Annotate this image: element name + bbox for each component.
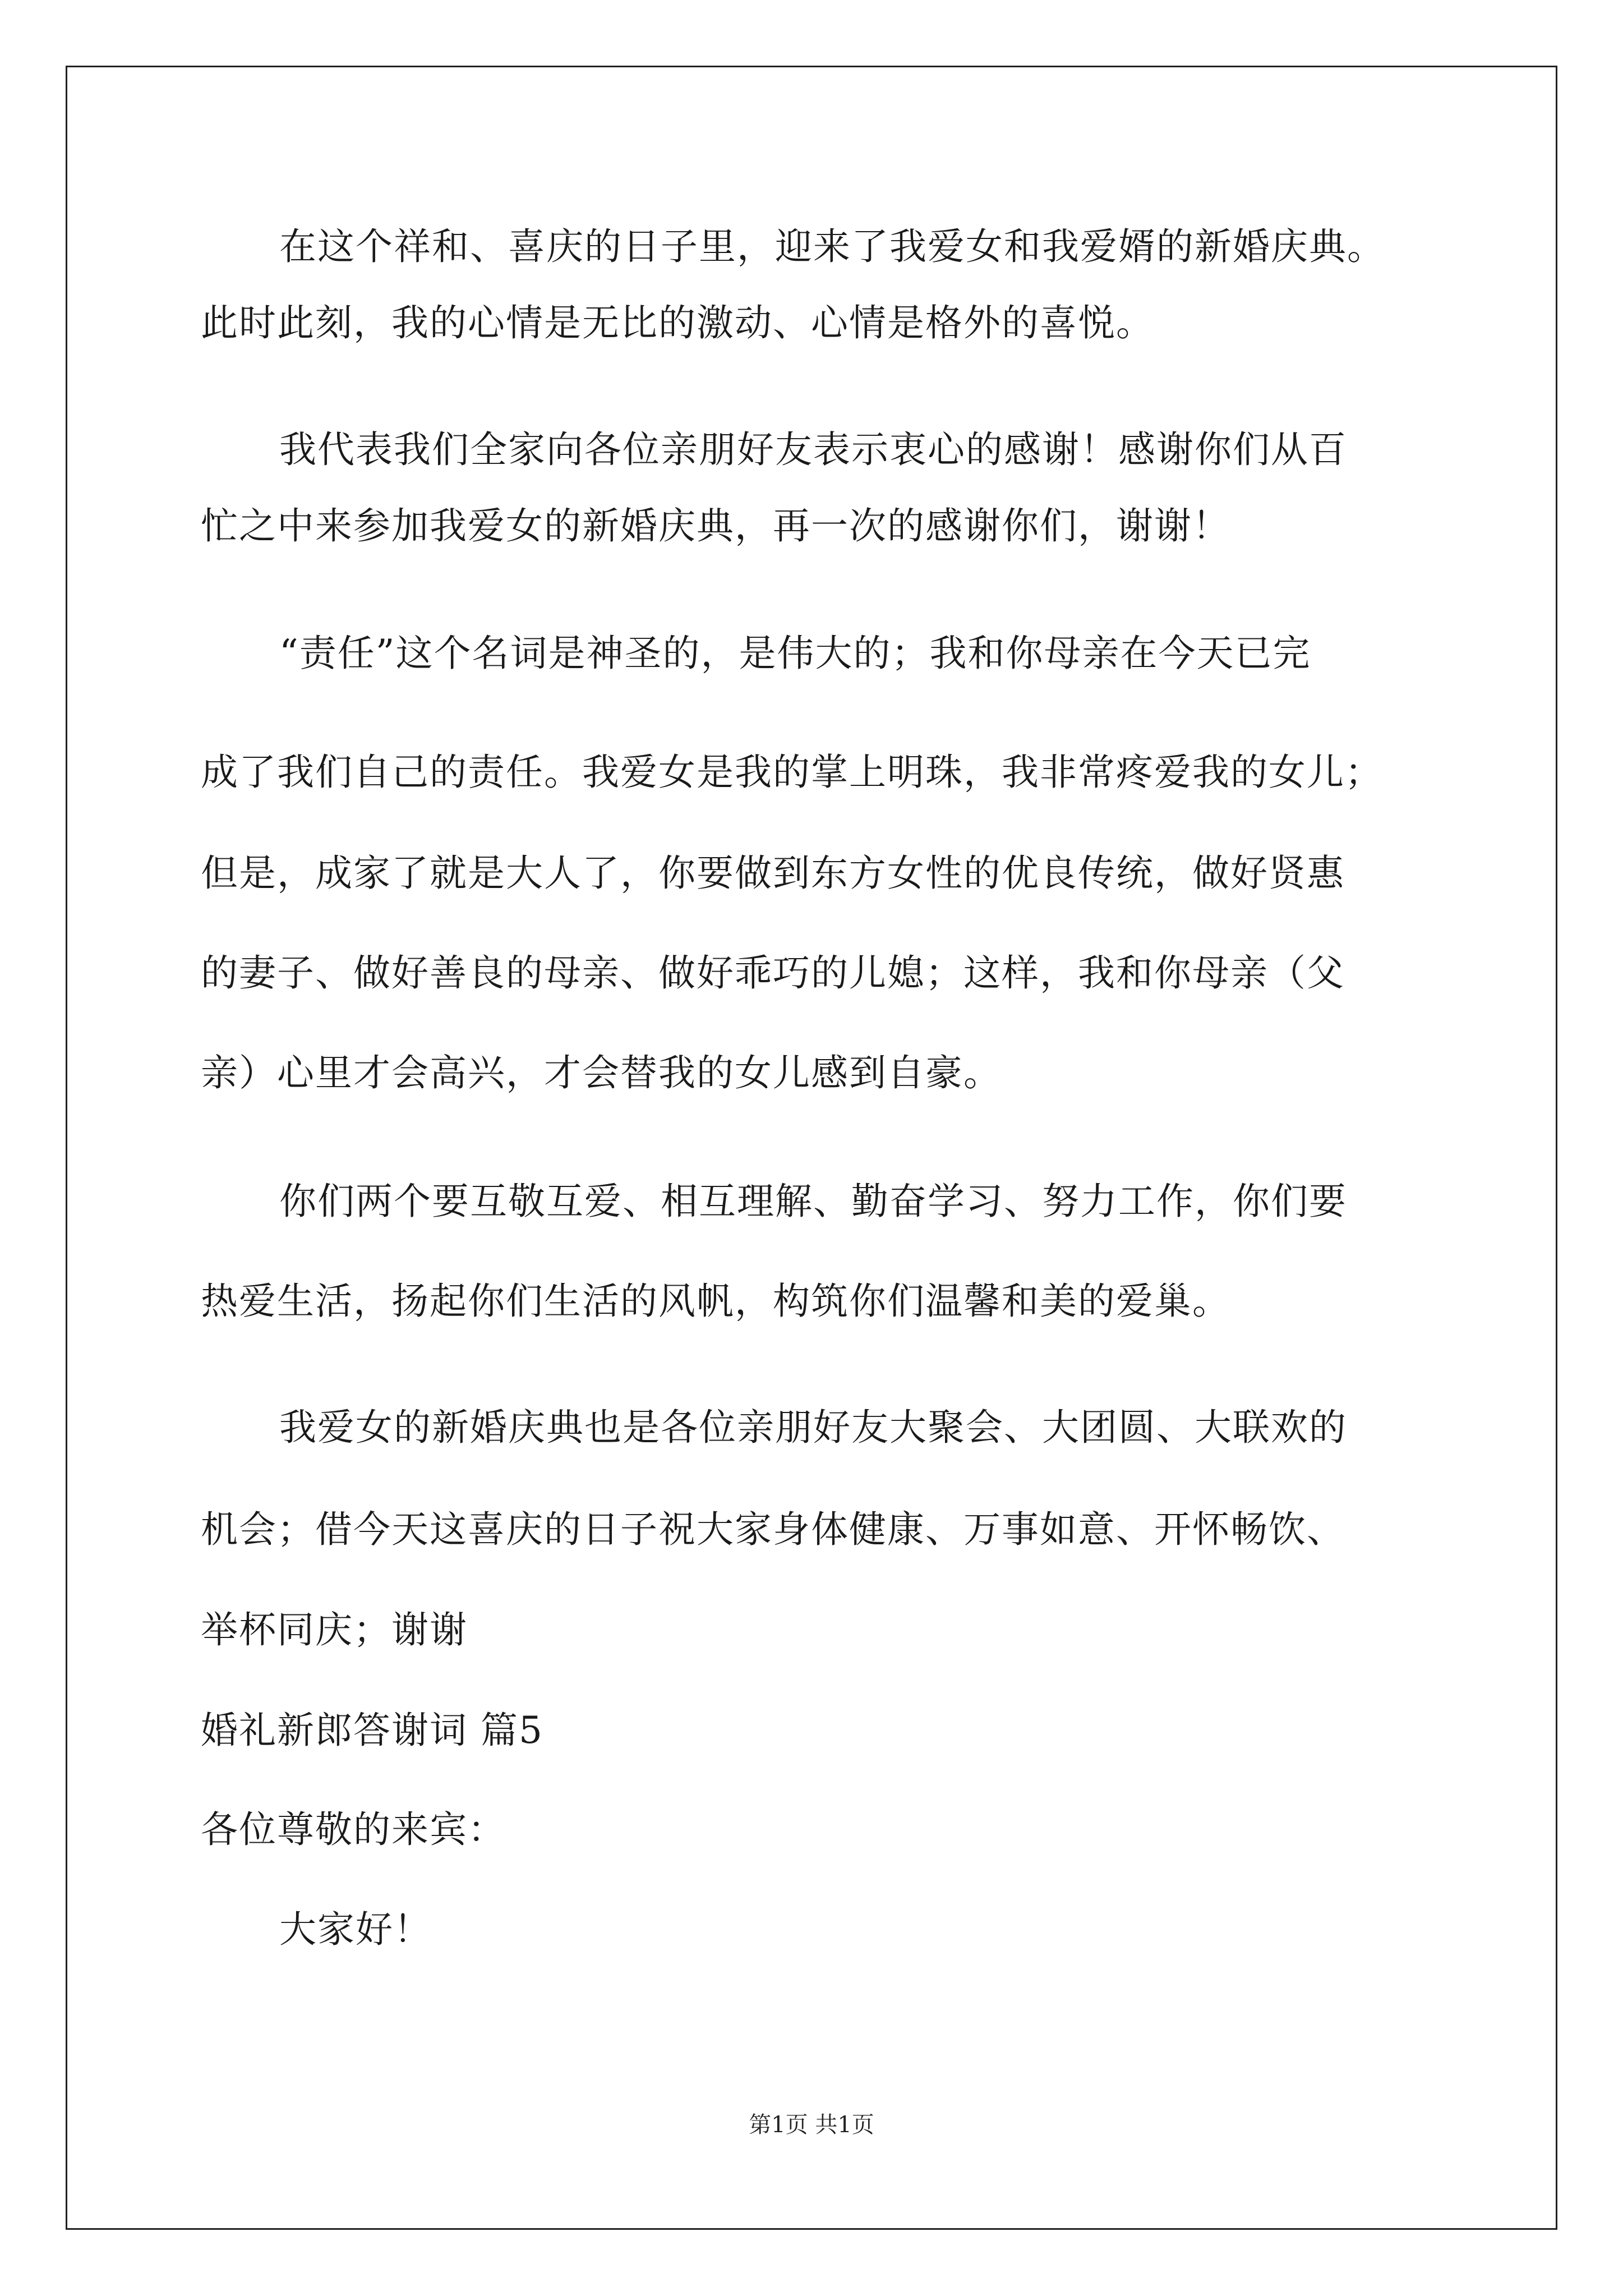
paragraph-3-line-3: 但是，成家了就是大人了，你要做到东方女性的优良传统，做好贤惠 [201,852,1345,895]
salutation: 各位尊敬的来宾： [201,1808,506,1851]
paragraph-3-line-1: “责任”这个名词是神圣的，是伟大的；我和你母亲在今天已完 [279,632,1311,675]
paragraph-3-line-4: 的妻子、做好善良的母亲、做好乖巧的儿媳；这样，我和你母亲（父 [201,951,1345,995]
greeting: 大家好！ [279,1908,432,1951]
paragraph-1-line-2: 此时此刻，我的心情是无比的激动、心情是格外的喜悦。 [201,301,1154,344]
paragraph-3-line-5: 亲）心里才会高兴，才会替我的女儿感到自豪。 [201,1051,1002,1094]
paragraph-2-line-2: 忙之中来参加我爱女的新婚庆典，再一次的感谢你们，谢谢！ [201,504,1230,547]
paragraph-1-line-1: 在这个祥和、喜庆的日子里，迎来了我爱女和我爱婿的新婚庆典。 [279,225,1385,268]
paragraph-3-line-2: 成了我们自己的责任。我爱女是我的掌上明珠，我非常疼爱我的女儿； [201,751,1383,794]
paragraph-4-line-2: 热爱生活，扬起你们生活的风帆，构筑你们温馨和美的爱巢。 [201,1280,1230,1323]
paragraph-5-line-3: 举杯同庆；谢谢 [201,1608,468,1651]
page-footer: 第1页 共1页 [749,2112,874,2138]
paragraph-4-line-1: 你们两个要互敬互爱、相互理解、勤奋学习、努力工作，你们要 [279,1180,1347,1223]
paragraph-5-line-1: 我爱女的新婚庆典也是各位亲朋好友大聚会、大团圆、大联欢的 [279,1406,1347,1449]
paragraph-2-line-1: 我代表我们全家向各位亲朋好友表示衷心的感谢！感谢你们从百 [279,428,1347,471]
section-title: 婚礼新郎答谢词 篇5 [201,1709,543,1752]
paragraph-5-line-2: 机会；借今天这喜庆的日子祝大家身体健康、万事如意、开怀畅饮、 [201,1508,1345,1551]
